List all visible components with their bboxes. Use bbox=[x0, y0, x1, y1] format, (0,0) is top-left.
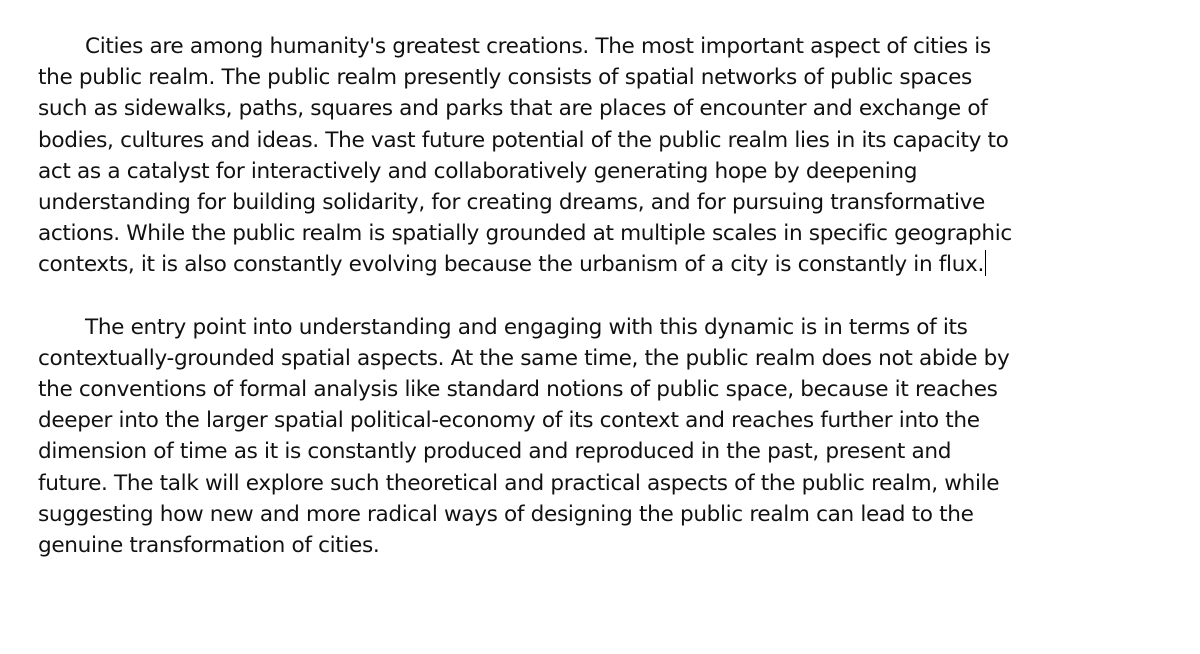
text-line: The entry point into understanding and engaging with this dynamic is in terms of its bbox=[85, 314, 968, 340]
text-line-with-caret bbox=[38, 249, 1178, 280]
paragraph-1 bbox=[38, 31, 1178, 281]
text-line: the conventions of formal analysis like standard notions of public space, because it reaches bbox=[38, 377, 998, 403]
text-cursor bbox=[985, 250, 986, 276]
text-line: contexts, it is also constantly evolving because the urbanism of a city is constantly in flux. bbox=[38, 252, 984, 278]
text-line: deeper into the larger spatial political-economy of its context and reaches further into the bbox=[38, 408, 980, 434]
text-line: genuine transformation of cities. bbox=[38, 533, 380, 558]
text-line: the public realm. The public realm presently consists of spatial networks of public spaces bbox=[38, 65, 972, 91]
text-line: contextually-grounded spatial aspects. At the same time, the public realm does not abide by bbox=[38, 345, 1010, 371]
text-line: bodies, cultures and ideas. The vast future potential of the public realm lies in its capacity to bbox=[38, 127, 1009, 153]
text-line: Cities are among humanity's greatest creations. The most important aspect of cities is bbox=[85, 34, 991, 59]
text-line: actions. While the public realm is spatially grounded at multiple scales in specific geographic bbox=[38, 221, 1012, 247]
document-body[interactable] bbox=[38, 31, 1178, 561]
text-line: dimension of time as it is constantly produced and reproduced in the past, present and bbox=[38, 439, 952, 465]
text-line: future. The talk will explore such theoretical and practical aspects of the public realm, while bbox=[38, 470, 1000, 496]
text-line: suggesting how new and more radical ways of designing the public realm can lead to the bbox=[38, 501, 974, 527]
text-line: act as a catalyst for interactively and collaboratively generating hope by deepening bbox=[38, 158, 918, 184]
text-line: such as sidewalks, paths, squares and parks that are places of encounter and exchange of bbox=[38, 96, 988, 122]
paragraph-2 bbox=[38, 312, 1178, 562]
text-line: understanding for building solidarity, for creating dreams, and for pursuing transformative bbox=[38, 189, 985, 215]
paragraph-spacer bbox=[38, 281, 1178, 312]
